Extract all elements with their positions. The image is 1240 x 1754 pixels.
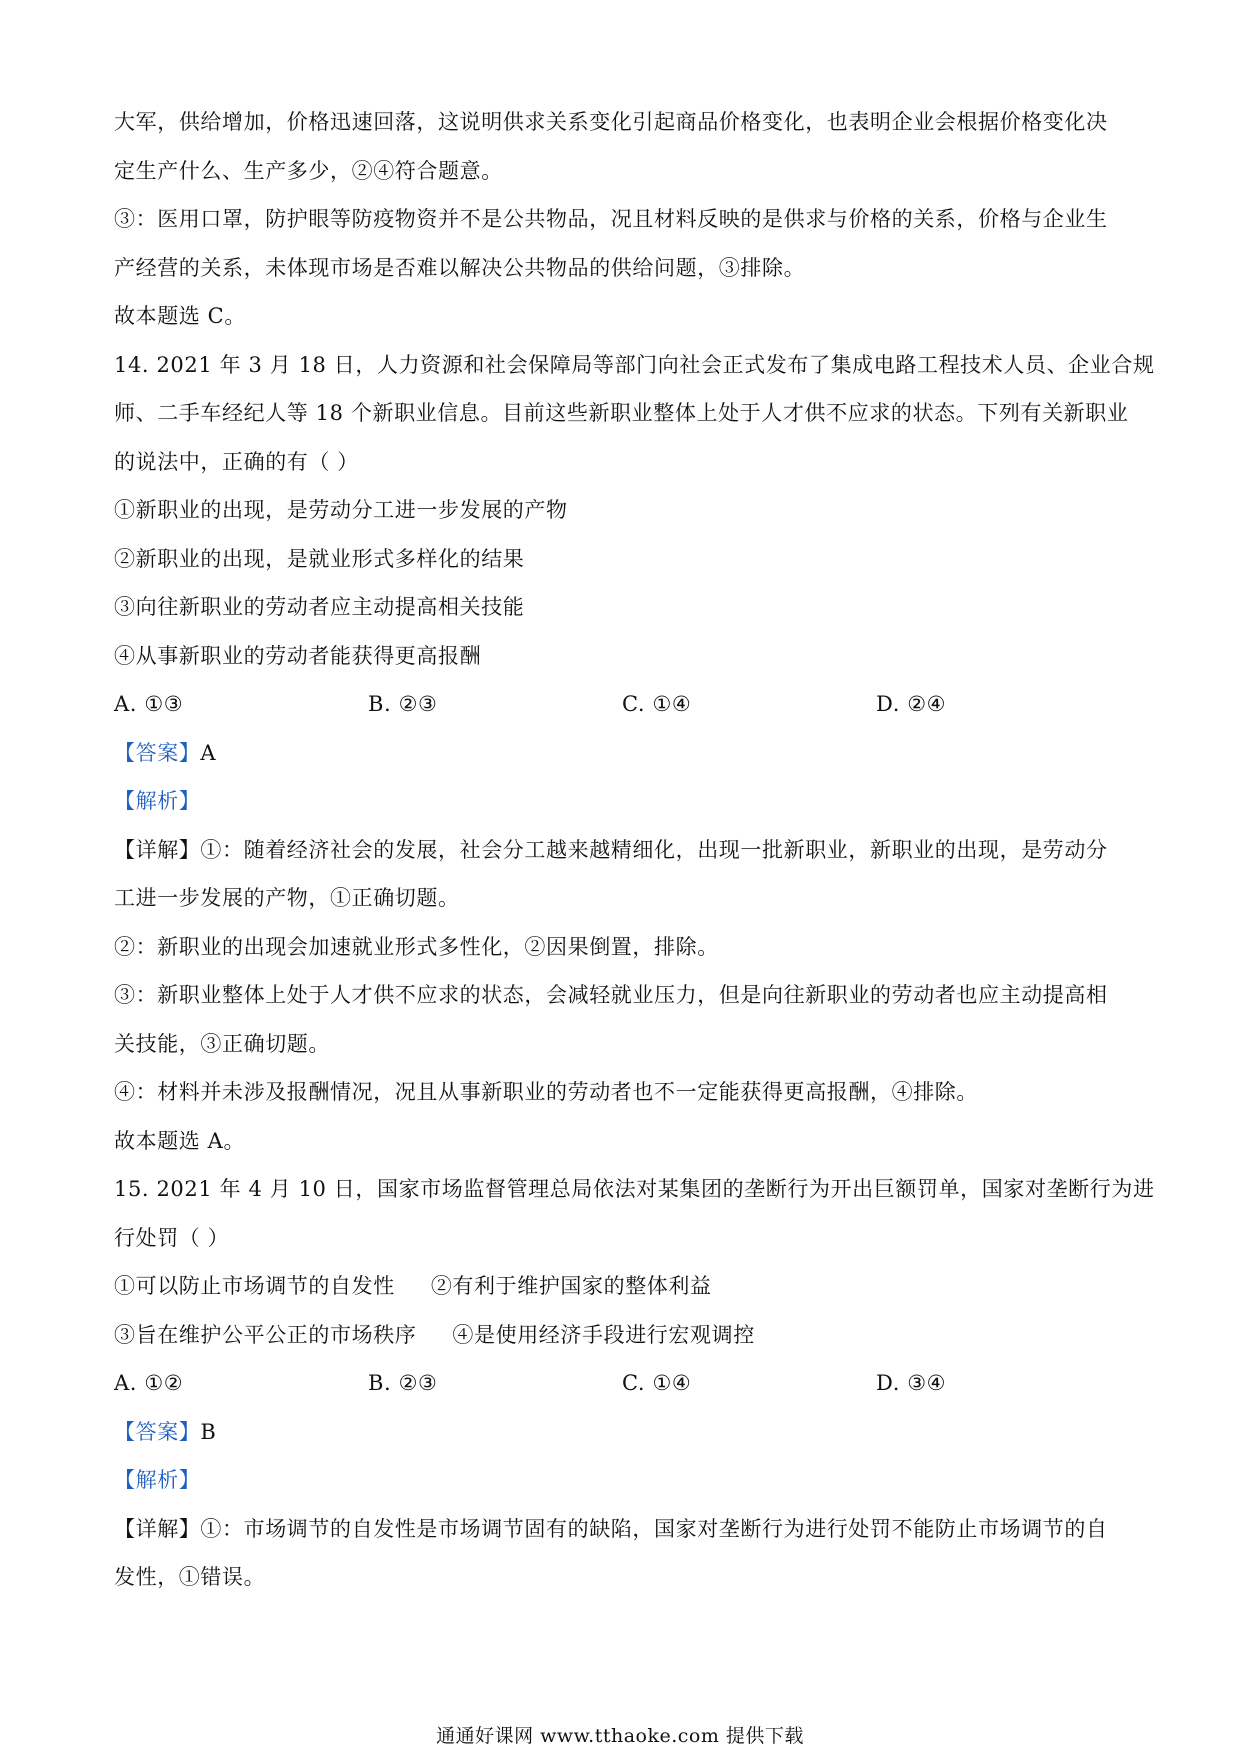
detail-tag: 【详解】: [114, 837, 201, 862]
question-stem-line: 的说法中，正确的有（ ）: [114, 449, 359, 474]
analysis-tag: 【解析】: [114, 1468, 201, 1492]
statement-row: [114, 1311, 1132, 1360]
statement-row: [114, 1262, 1132, 1311]
page-content: [114, 98, 1155, 1602]
option-d: D. ③④: [876, 1371, 947, 1395]
answer-options: [114, 1359, 1132, 1408]
text-line: ③：医用口罩，防护眼等防疫物资并不是公共物品，况且材料反映的是供求与价格的关系，价格与企业生: [114, 207, 1108, 231]
statement: ④从事新职业的劳动者能获得更高报酬: [114, 643, 482, 668]
answer-value: B: [200, 1419, 217, 1444]
detail-line: ④：材料并未涉及报酬情况，况且从事新职业的劳动者也不一定能获得更高报酬，④排除。: [114, 1080, 978, 1104]
answer-value: A: [200, 740, 217, 765]
detail-line: 关技能，③正确切题。: [114, 1031, 330, 1056]
option-a: A. ①②: [114, 1371, 184, 1395]
answer-line: [114, 1408, 1132, 1457]
text-line: 产经营的关系，未体现市场是否难以解决公共物品的供给问题，③排除。: [114, 255, 806, 280]
statement: ②有利于维护国家的整体利益: [430, 1274, 712, 1298]
detail-line: 发性，①错误。: [114, 1565, 266, 1589]
text-line: 故本题选 C。: [114, 304, 246, 328]
statement: ④是使用经济手段进行宏观调控: [452, 1322, 755, 1347]
statement: ②新职业的出现，是就业形式多样化的结果: [114, 546, 525, 571]
page-footer: 通通好课网 www.tthaoke.com 提供下载: [436, 1725, 804, 1747]
statement: ①新职业的出现，是劳动分工进一步发展的产物: [114, 498, 568, 522]
answer-options: [114, 680, 1132, 729]
prev-question-analysis: [114, 98, 1132, 341]
option-d: D. ②④: [876, 692, 947, 716]
answer-tag: 【答案】: [114, 1419, 201, 1444]
detail-line: ③：新职业整体上处于人才供不应求的状态，会减轻就业压力，但是向往新职业的劳动者也应主动提高相: [114, 983, 1108, 1007]
analysis-line: [114, 777, 1132, 826]
question-stem-line: 行处罚（ ）: [114, 1225, 230, 1250]
detail-line: ②：新职业的出现会加速就业形式多性化，②因果倒置，排除。: [114, 934, 719, 959]
detail-line: 工进一步发展的产物，①正确切题。: [114, 886, 460, 910]
answer-tag: 【答案】: [114, 740, 201, 765]
answer-line: [114, 729, 1132, 778]
text-line: 大军，供给增加，价格迅速回落，这说明供求关系变化引起商品价格变化，也表明企业会根据价格变化决: [114, 110, 1108, 134]
option-b: B. ②③: [368, 692, 438, 716]
question-15: [114, 1165, 1155, 1602]
text-line: 定生产什么、生产多少，②④符合题意。: [114, 158, 503, 183]
detail-line: [114, 826, 1132, 875]
question-14: [114, 341, 1155, 1166]
detail-line: [114, 1505, 1132, 1554]
option-a: A. ①③: [114, 692, 184, 716]
option-c: C. ①④: [622, 1371, 692, 1395]
option-b: B. ②③: [368, 1371, 438, 1395]
statement: ①可以防止市场调节的自发性: [114, 1274, 395, 1298]
analysis-tag: 【解析】: [114, 789, 201, 813]
question-stem-line: 14. 2021 年 3 月 18 日，人力资源和社会保障局等部门向社会正式发布了集成电路工程技术人员、企业合规: [114, 352, 1155, 377]
option-c: C. ①④: [622, 692, 692, 716]
analysis-line: [114, 1456, 1132, 1505]
detail-tag: 【详解】: [114, 1516, 201, 1541]
statement: ③旨在维护公平公正的市场秩序: [114, 1322, 417, 1347]
statement: ③向往新职业的劳动者应主动提高相关技能: [114, 595, 525, 619]
detail-text: ①：随着经济社会的发展，社会分工越来越精细化，出现一批新职业，新职业的出现，是劳动分: [200, 837, 1108, 862]
question-stem-line: 15. 2021 年 4 月 10 日，国家市场监督管理总局依法对某集团的垄断行为开出巨额罚单，国家对垄断行为进: [114, 1177, 1155, 1201]
detail-line: 故本题选 A。: [114, 1128, 246, 1153]
question-stem-line: 师、二手车经纪人等 18 个新职业信息。目前这些新职业整体上处于人才供不应求的状态。下列有关新职业: [114, 401, 1129, 425]
detail-text: ①：市场调节的自发性是市场调节固有的缺陷，国家对垄断行为进行处罚不能防止市场调节的自: [200, 1516, 1108, 1541]
